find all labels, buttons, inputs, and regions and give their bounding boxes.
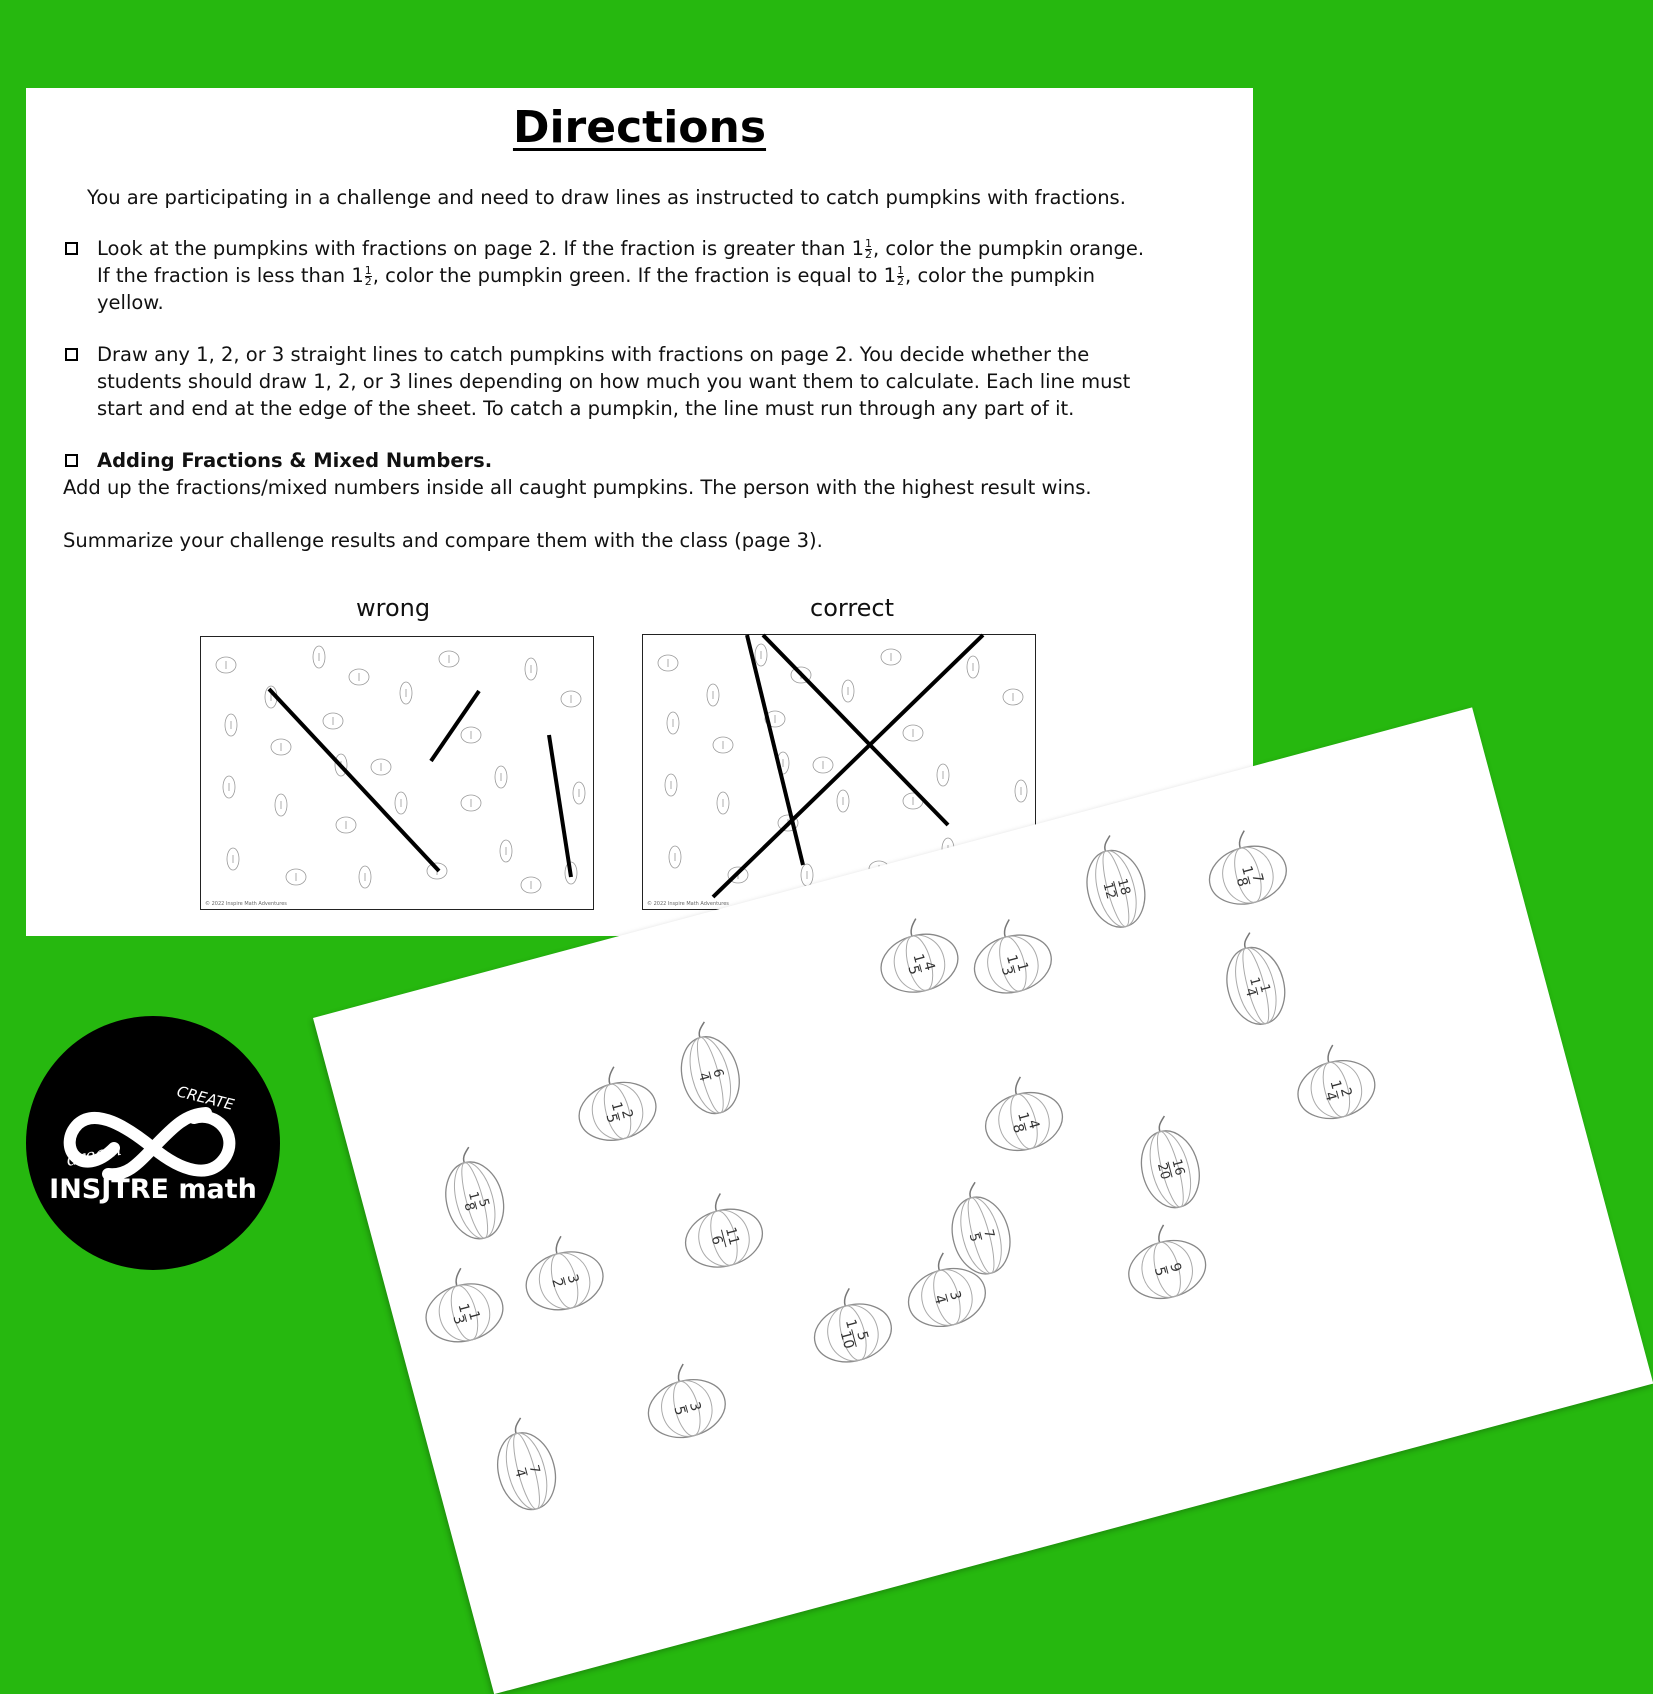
pumpkin[interactable] [568,1059,664,1149]
pumpkin[interactable] [1286,1037,1382,1127]
pumpkin-denominator: 8 [1233,875,1251,889]
pumpkin-denominator: 8 [460,1201,478,1214]
bullet3-heading: Adding Fractions & Mixed Numbers. [97,449,493,472]
pumpkin[interactable] [974,1069,1070,1159]
pumpkin-denominator: 5 [602,1112,621,1125]
pumpkin-whole: 1 [1326,1078,1345,1092]
pumpkin-numerator: 6 [709,1067,727,1080]
pumpkin-denominator: 12 [1099,881,1119,901]
pumpkin-whole: 1 [465,1190,482,1203]
pumpkin-numerator: 3 [563,1272,582,1286]
pumpkin-whole: 1 [607,1100,626,1114]
pumpkin-numerator: 4 [1024,1118,1043,1132]
label-wrong: wrong [356,594,431,622]
pumpkin-denominator: 5 [670,1404,689,1418]
pumpkin-denominator: 8 [1009,1122,1028,1136]
logo-dream-text: dream [64,1139,124,1171]
pumpkin-numerator: 2 [1336,1086,1355,1100]
logo-create-text: CREATE [175,1082,236,1114]
pumpkin-denominator: 4 [511,1467,529,1480]
pumpkin[interactable] [803,1280,899,1370]
bullet2-line2: students should draw 1, 2, or 3 lines depending on how much you want them to calculate. Each line must [97,370,1131,393]
pumpkin-whole: 1 [909,952,928,966]
pumpkin-denominator: 5 [904,963,923,977]
bullet2-line1: Draw any 1, 2, or 3 straight lines to catch pumpkins with fractions on page 2. You decide whether the [97,343,1090,366]
pumpkin-denominator: 20 [1154,1161,1174,1182]
pumpkin-numerator: 7 [1248,871,1267,885]
pumpkin-denominator: 4 [1321,1090,1340,1104]
pumpkin-numerator: 7 [980,1228,997,1240]
bullet1-line3: yellow. [97,291,164,314]
pumpkin[interactable] [1214,927,1294,1031]
pumpkin-numerator: 2 [617,1108,636,1121]
pumpkin[interactable] [669,1016,749,1120]
pumpkin-whole: 1 [454,1302,473,1315]
thumb-copyright: © 2022 Inspire Math Adventures [205,901,287,907]
pumpkin-numerator: 9 [1166,1261,1185,1275]
pumpkin-numerator: 3 [685,1400,704,1414]
pumpkin-whole: 1 [841,1317,860,1331]
pumpkin-whole: 1 [1237,864,1256,878]
pumpkin[interactable] [963,911,1059,1001]
wrong-line-3 [549,735,571,877]
logo-brand-text: INSJTRE math [49,1174,257,1205]
pumpkin[interactable] [485,1412,565,1516]
intro-text: You are participating in a challenge and need to draw lines as instructed to catch pumpkins with fractions. [87,186,1126,209]
pumpkin-denominator: 3 [998,964,1016,978]
bullet2-line3: start and end at the edge of the sheet. To catch a pumpkin, the line must run through any part of it. [97,397,1075,420]
pumpkin-whole: 1 [1002,953,1021,967]
wrong-example-thumbnail [200,636,594,910]
wrong-line-1 [269,689,439,871]
pumpkin-denominator: 4 [695,1071,713,1084]
wrong-example-drawing [201,637,593,909]
bullet1-line2: If the fraction is less than 1 $\frac{1}{2}$ , color the pumpkin green. If the fraction is equal to 1 $\frac{1}{2}$ , color the pumpkin [97,264,1096,288]
pumpkin-numerator: 16 [1168,1157,1188,1178]
pumpkin[interactable] [1198,822,1294,912]
pumpkin-numerator: 11 [721,1225,743,1248]
summary-text: Summarize your challenge results and compare them with the class (page 3). [63,529,823,552]
pumpkin-numerator: 3 [946,1289,964,1303]
pumpkin-numerator: 1 [1013,960,1032,974]
pumpkin-denominator: 3 [449,1313,468,1327]
pumpkin[interactable] [1074,830,1154,934]
pumpkin[interactable] [414,1260,510,1350]
page-title: Directions [512,102,767,153]
pumpkin[interactable] [869,910,965,1000]
pumpkin-whole: 1 [1013,1110,1032,1124]
checkbox-icon[interactable] [65,454,78,467]
label-correct: correct [810,594,895,622]
checkbox-icon[interactable] [65,348,78,361]
bullet3-body: Add up the fractions/mixed numbers inside all caught pumpkins. The person with the highest result wins. [63,476,1092,499]
pumpkin-numerator: 18 [1114,877,1133,898]
pumpkin-denominator: 10 [837,1329,858,1351]
pumpkin-denominator: 5 [966,1231,983,1244]
pumpkin-numerator: 5 [852,1326,872,1347]
pumpkin-numerator: 1 [464,1309,483,1323]
directions-sheet [26,88,1253,936]
pumpkin-numerator: 7 [525,1463,543,1476]
wrong-line-2 [431,691,479,761]
pumpkin[interactable] [637,1356,733,1446]
inspire-math-logo [26,1016,280,1270]
pumpkin[interactable] [1117,1217,1213,1307]
bullet1-line1: Look at the pumpkins with fractions on page 2. If the fraction is greater than 1 $\frac{1}{2}$ , color the pumpkin orange. [97,237,1145,261]
pumpkin-numerator: 4 [919,959,938,973]
pumpkin-denominator: 6 [707,1234,726,1247]
pumpkin[interactable] [433,1142,513,1246]
pumpkin-denominator: 5 [1151,1265,1169,1279]
pumpkin-numerator: 5 [475,1197,492,1210]
pumpkin-whole: 1 [1246,975,1264,988]
correct-line-2 [763,635,948,825]
pumpkin-denominator: 4 [1242,986,1259,999]
pumpkin[interactable] [674,1185,770,1275]
pumpkin-numerator: 1 [1256,982,1273,995]
checkbox-icon[interactable] [65,242,78,255]
pumpkin[interactable] [1129,1111,1209,1215]
infinity-icon [26,1016,280,1270]
thumb-copyright: © 2022 Inspire Math Adventures [647,901,729,907]
pumpkin[interactable] [515,1228,611,1318]
pumpkin-denominator: 2 [548,1276,567,1290]
pumpkin-denominator: 4 [930,1293,949,1307]
